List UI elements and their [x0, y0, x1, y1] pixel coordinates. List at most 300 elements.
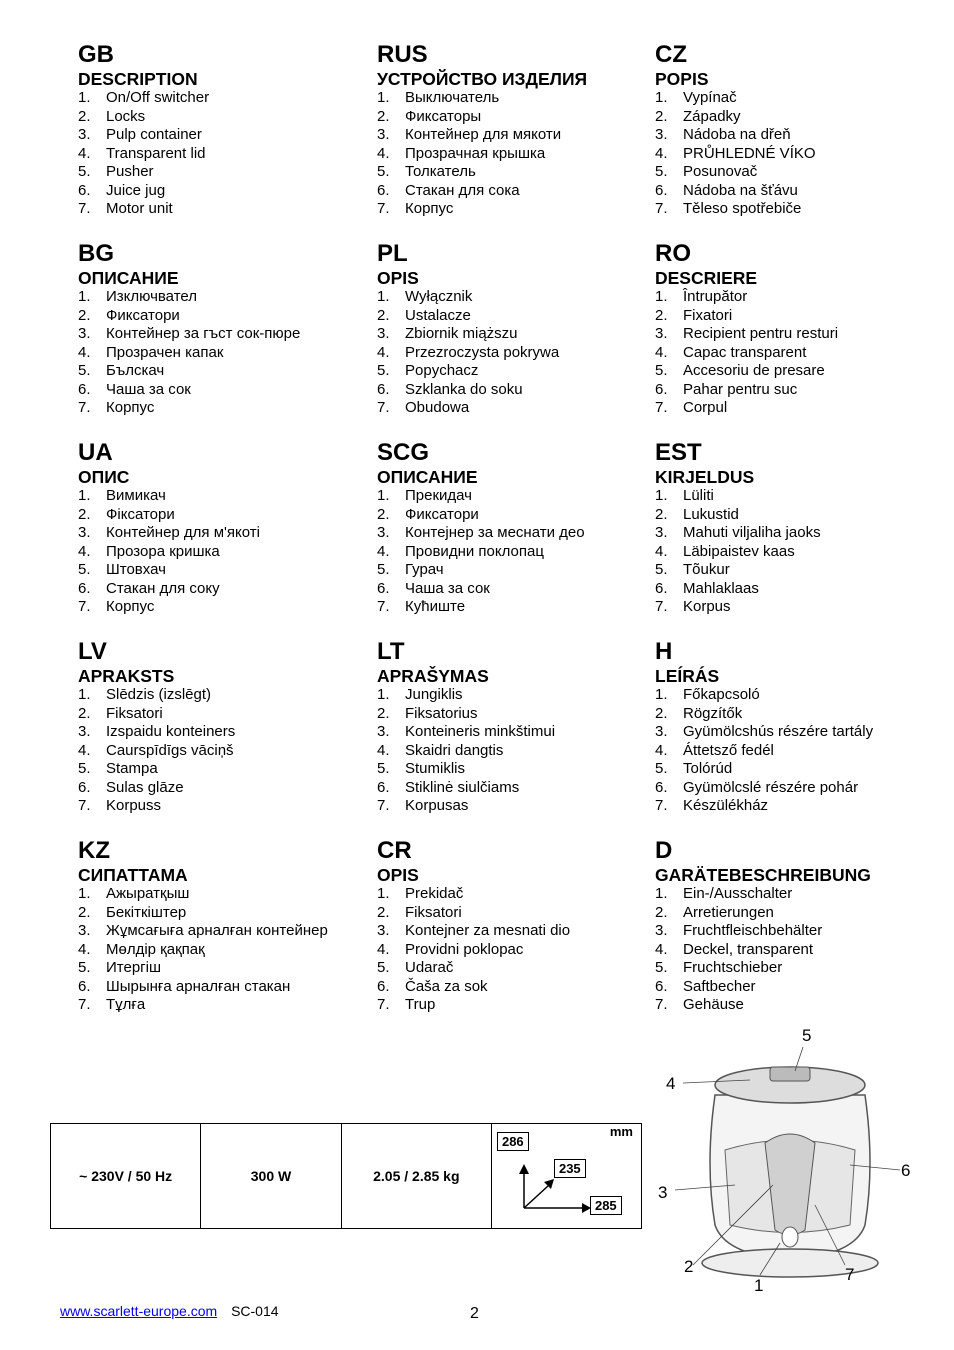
parts-list — [78, 686, 368, 816]
item-label: Recipient pentru resturi — [683, 325, 839, 342]
item-number: 7. — [655, 399, 668, 416]
list-item — [377, 561, 667, 580]
parts-list — [377, 686, 667, 816]
section-heading: GARÄTEBESCHREIBUNG — [655, 865, 871, 885]
section-heading: УСТРОЙСТВО ИЗДЕЛИЯ — [377, 69, 588, 89]
item-label: Фиксатори — [405, 505, 479, 523]
section-heading: ОПИС — [78, 467, 130, 487]
parts-list — [78, 288, 368, 418]
item-label: Nádoba na dřeň — [683, 126, 791, 143]
item-number: 7. — [377, 598, 390, 615]
parts-list — [377, 288, 667, 418]
list-item — [78, 686, 368, 705]
parts-list — [655, 288, 945, 418]
item-label: Stiklinė siulčiams — [405, 778, 520, 796]
item-number: 5. — [377, 561, 390, 578]
item-number: 7. — [78, 996, 91, 1013]
parts-list — [655, 885, 945, 1015]
item-label: Întrupător — [683, 288, 748, 305]
list-item — [78, 307, 368, 326]
item-label: On/Off switcher — [106, 89, 210, 106]
list-item — [78, 705, 368, 724]
section-heading: APRAŠYMAS — [377, 666, 489, 686]
list-item — [78, 108, 368, 127]
item-label: Бълскач — [106, 362, 165, 379]
item-number: 6. — [655, 579, 668, 597]
list-item — [655, 941, 945, 960]
item-number: 7. — [78, 399, 91, 416]
item-number: 4. — [377, 940, 390, 958]
item-label: Чаша за сок — [106, 380, 191, 398]
item-number: 6. — [377, 380, 390, 398]
item-number: 1. — [377, 487, 390, 504]
model-number: SC-014 — [231, 1303, 279, 1319]
item-label: Caurspīdīgs vāciņš — [106, 741, 234, 759]
item-number: 4. — [655, 144, 668, 162]
list-item — [377, 182, 667, 201]
list-item — [78, 163, 368, 182]
item-label: Konteineris minkštimui — [405, 723, 556, 740]
list-item — [78, 742, 368, 761]
item-number: 5. — [78, 561, 91, 578]
item-label: Стакан для соку — [106, 579, 220, 597]
item-number: 2. — [78, 505, 91, 523]
item-number: 2. — [655, 704, 668, 722]
item-label: Providni poklopac — [405, 940, 524, 958]
language-code: PL — [377, 240, 408, 267]
list-item — [78, 182, 368, 201]
item-label: Gehäuse — [683, 996, 744, 1013]
section-pl — [377, 241, 667, 418]
section-d — [655, 838, 945, 1015]
item-label: Főkapcsoló — [683, 686, 760, 703]
section-ua — [78, 440, 368, 617]
list-item — [78, 487, 368, 506]
list-item — [655, 307, 945, 326]
language-code: UA — [78, 439, 113, 466]
list-item — [655, 705, 945, 724]
item-label: Läbipaistev kaas — [683, 542, 795, 560]
item-label: Штовхач — [106, 561, 166, 578]
section-rus — [377, 42, 667, 219]
list-item — [78, 978, 368, 997]
item-label: Prekidač — [405, 885, 464, 902]
diagram-label-1: 1 — [754, 1276, 764, 1295]
item-number: 6. — [655, 181, 668, 199]
item-number: 1. — [78, 686, 91, 703]
list-item — [78, 996, 368, 1015]
item-label: Corpul — [683, 399, 728, 416]
item-number: 5. — [377, 362, 390, 379]
item-label: Izspaidu konteiners — [106, 723, 236, 740]
list-item — [377, 487, 667, 506]
item-label: Ustalacze — [405, 306, 471, 324]
item-label: Контејнер за меснати део — [405, 524, 585, 541]
list-item — [655, 288, 945, 307]
item-label: Корпус — [405, 200, 454, 217]
height-value: 286 — [497, 1132, 529, 1151]
item-label: Pulp container — [106, 126, 202, 143]
item-number: 3. — [655, 524, 668, 541]
item-label: Capac transparent — [683, 343, 807, 361]
item-label: Gyümölcshús részére tartály — [683, 723, 874, 740]
item-number: 1. — [655, 686, 668, 703]
item-number: 2. — [78, 903, 91, 921]
item-label: Těleso spotřebiče — [683, 200, 802, 217]
parts-list — [655, 487, 945, 617]
language-code: CZ — [655, 41, 687, 68]
language-code: RUS — [377, 41, 428, 68]
language-code: H — [655, 638, 673, 665]
list-item — [655, 89, 945, 108]
item-label: Nádoba na šťávu — [683, 181, 798, 199]
list-item — [377, 760, 667, 779]
list-item — [655, 399, 945, 418]
website-link[interactable]: www.scarlett-europe.com — [60, 1303, 218, 1319]
juicer-illustration-icon — [655, 1025, 925, 1305]
item-number: 3. — [78, 524, 91, 541]
item-label: Провидни поклопац — [405, 542, 544, 560]
list-item — [655, 959, 945, 978]
list-item — [655, 182, 945, 201]
item-number: 6. — [377, 778, 390, 796]
list-item — [78, 760, 368, 779]
list-item — [655, 885, 945, 904]
list-item — [78, 885, 368, 904]
item-label: Жұмсағыға арналған контейнер — [106, 922, 328, 939]
item-label: Saftbecher — [683, 977, 756, 995]
list-item — [377, 705, 667, 724]
item-number: 6. — [655, 778, 668, 796]
item-label: Изключвател — [106, 288, 197, 305]
item-label: Transparent lid — [106, 144, 206, 162]
language-code: KZ — [78, 837, 110, 864]
list-item — [377, 288, 667, 307]
item-label: Gyümölcslé részére pohár — [683, 778, 859, 796]
item-label: Čaša za sok — [405, 977, 488, 995]
section-heading: СИПАТТАМА — [78, 865, 188, 885]
section-heading: ОПИСАНИЕ — [78, 268, 179, 288]
item-label: Arretierungen — [683, 903, 774, 921]
list-item — [655, 543, 945, 562]
item-number: 7. — [78, 598, 91, 615]
item-label: Толкатель — [405, 163, 476, 180]
list-item — [78, 381, 368, 400]
item-number: 5. — [78, 163, 91, 180]
list-item — [377, 723, 667, 742]
item-number: 2. — [78, 107, 91, 125]
item-number: 6. — [78, 380, 91, 398]
item-number: 6. — [377, 579, 390, 597]
list-item — [78, 904, 368, 923]
item-number: 2. — [377, 505, 390, 523]
language-code: SCG — [377, 439, 430, 466]
item-label: Rögzítők — [683, 704, 743, 722]
item-label: Popychacz — [405, 362, 479, 379]
list-item — [78, 200, 368, 219]
list-item — [377, 89, 667, 108]
item-number: 1. — [377, 89, 390, 106]
item-label: Прозора кришка — [106, 542, 220, 560]
diagram-label-3: 3 — [658, 1183, 668, 1202]
item-number: 7. — [78, 200, 91, 217]
diagram-label-4: 4 — [666, 1074, 676, 1093]
item-number: 7. — [78, 797, 91, 814]
item-number: 1. — [78, 89, 91, 106]
list-item — [655, 325, 945, 344]
item-label: PRŮHLEDNÉ VÍKO — [683, 144, 816, 162]
item-number: 7. — [377, 797, 390, 814]
list-item — [78, 580, 368, 599]
section-heading: POPIS — [655, 69, 709, 89]
list-item — [377, 126, 667, 145]
list-item — [78, 797, 368, 816]
section-bg — [78, 241, 368, 418]
list-item — [655, 506, 945, 525]
language-code: D — [655, 837, 673, 864]
list-item — [655, 797, 945, 816]
list-item — [655, 580, 945, 599]
item-label: Контейнер для м'якоті — [106, 524, 260, 541]
item-number: 7. — [377, 399, 390, 416]
item-number: 5. — [655, 959, 668, 976]
list-item — [655, 723, 945, 742]
item-number: 3. — [655, 922, 668, 939]
item-label: Motor unit — [106, 200, 173, 217]
item-number: 4. — [655, 741, 668, 759]
section-heading: DESCRIPTION — [78, 69, 198, 89]
item-number: 1. — [78, 487, 91, 504]
item-label: Вимикач — [106, 487, 166, 504]
list-item — [377, 325, 667, 344]
item-number: 2. — [78, 306, 91, 324]
list-item — [377, 922, 667, 941]
item-number: 3. — [655, 325, 668, 342]
list-item — [377, 959, 667, 978]
item-label: Skaidri dangtis — [405, 741, 504, 759]
item-number: 2. — [377, 107, 390, 125]
item-label: Szklanka do soku — [405, 380, 523, 398]
item-number: 1. — [377, 288, 390, 305]
item-number: 3. — [78, 126, 91, 143]
item-number: 6. — [377, 977, 390, 995]
item-label: Мөлдір қақпақ — [106, 940, 205, 958]
item-label: Ein-/Ausschalter — [683, 885, 793, 902]
item-number: 3. — [78, 723, 91, 740]
item-label: Fiksatori — [405, 903, 462, 921]
item-number: 7. — [655, 797, 668, 814]
list-item — [655, 381, 945, 400]
item-label: Stumiklis — [405, 760, 466, 777]
list-item — [655, 200, 945, 219]
list-item — [78, 344, 368, 363]
item-label: Mahuti viljaliha jaoks — [683, 524, 821, 541]
language-code: GB — [78, 41, 114, 68]
list-item — [655, 760, 945, 779]
item-number: 5. — [78, 959, 91, 976]
list-item — [377, 686, 667, 705]
item-number: 4. — [377, 144, 390, 162]
list-item — [377, 108, 667, 127]
item-label: Juice jug — [106, 181, 166, 199]
juicer-diagram — [655, 1025, 925, 1305]
language-code: EST — [655, 439, 702, 466]
parts-list — [78, 487, 368, 617]
item-number: 5. — [78, 362, 91, 379]
item-label: Készülékház — [683, 797, 769, 814]
list-item — [377, 506, 667, 525]
item-number: 3. — [377, 922, 390, 939]
list-item — [377, 163, 667, 182]
list-item — [655, 742, 945, 761]
item-number: 1. — [78, 885, 91, 902]
item-number: 3. — [377, 325, 390, 342]
item-number: 2. — [377, 903, 390, 921]
item-label: Fixatori — [683, 306, 733, 324]
item-label: Итергіш — [106, 959, 162, 976]
item-number: 5. — [655, 362, 668, 379]
item-label: Vypínač — [683, 89, 737, 106]
parts-list — [655, 89, 945, 219]
list-item — [377, 200, 667, 219]
item-label: Фиксатори — [106, 306, 180, 324]
item-label: Бекіткіштер — [106, 903, 187, 921]
item-label: Západky — [683, 107, 741, 125]
item-label: Sulas glāze — [106, 778, 184, 796]
item-label: Locks — [106, 107, 146, 125]
item-number: 4. — [78, 741, 91, 759]
list-item — [78, 941, 368, 960]
section-ro — [655, 241, 945, 418]
item-number: 4. — [78, 144, 91, 162]
parts-list — [78, 885, 368, 1015]
section-heading: KIRJELDUS — [655, 467, 755, 487]
item-label: Контейнер за гъст сок-пюре — [106, 325, 301, 342]
item-number: 1. — [377, 686, 390, 703]
item-number: 4. — [78, 940, 91, 958]
width-value: 285 — [590, 1196, 622, 1215]
list-item — [78, 506, 368, 525]
list-item — [377, 742, 667, 761]
list-item — [655, 922, 945, 941]
list-item — [655, 779, 945, 798]
item-label: Fiksatorius — [405, 704, 478, 722]
list-item — [655, 996, 945, 1015]
list-item — [78, 561, 368, 580]
item-label: Fruchtschieber — [683, 959, 783, 976]
item-number: 6. — [655, 977, 668, 995]
item-number: 1. — [377, 885, 390, 902]
list-item — [377, 307, 667, 326]
item-label: Lukustid — [683, 505, 739, 523]
item-label: Jungiklis — [405, 686, 463, 703]
list-item — [78, 524, 368, 543]
item-number: 6. — [78, 977, 91, 995]
list-item — [78, 89, 368, 108]
list-item — [377, 904, 667, 923]
item-label: Tolórúd — [683, 760, 733, 777]
item-number: 4. — [655, 940, 668, 958]
item-label: Фиксаторы — [405, 107, 482, 125]
parts-list — [655, 686, 945, 816]
item-label: Гурач — [405, 561, 444, 578]
list-item — [655, 344, 945, 363]
list-item — [377, 996, 667, 1015]
language-code: LV — [78, 638, 107, 665]
item-label: Контейнер для мякоти — [405, 126, 562, 143]
item-label: Przezroczysta pokrywa — [405, 343, 560, 361]
item-number: 2. — [377, 704, 390, 722]
item-number: 4. — [78, 343, 91, 361]
list-item — [78, 543, 368, 562]
item-label: Прекидач — [405, 487, 472, 504]
item-number: 6. — [78, 181, 91, 199]
item-label: Pahar pentru suc — [683, 380, 798, 398]
list-item — [377, 362, 667, 381]
item-label: Pusher — [106, 163, 154, 180]
language-code: CR — [377, 837, 412, 864]
list-item — [377, 145, 667, 164]
list-item — [655, 978, 945, 997]
list-item — [377, 941, 667, 960]
list-item — [377, 598, 667, 617]
diagram-label-2: 2 — [684, 1257, 694, 1276]
item-number: 2. — [655, 107, 668, 125]
item-number: 6. — [78, 778, 91, 796]
item-number: 2. — [655, 505, 668, 523]
item-label: Obudowa — [405, 399, 470, 416]
item-label: Фіксатори — [106, 505, 175, 523]
parts-list — [377, 89, 667, 219]
list-item — [78, 325, 368, 344]
item-number: 3. — [377, 126, 390, 143]
item-label: Korpus — [683, 598, 731, 615]
list-item — [655, 561, 945, 580]
list-item — [655, 108, 945, 127]
section-heading: ОПИСАНИЕ — [377, 467, 478, 487]
item-number: 3. — [655, 126, 668, 143]
item-number: 2. — [655, 306, 668, 324]
list-item — [78, 959, 368, 978]
item-number: 2. — [78, 704, 91, 722]
section-est — [655, 440, 945, 617]
item-label: Fruchtfleischbehälter — [683, 922, 823, 939]
item-label: Trup — [405, 996, 436, 1013]
list-item — [78, 126, 368, 145]
item-number: 3. — [655, 723, 668, 740]
item-number: 5. — [655, 561, 668, 578]
parts-list — [78, 89, 368, 219]
item-label: Lüliti — [683, 487, 714, 504]
item-label: Прозрачен капак — [106, 343, 224, 361]
parts-list — [377, 885, 667, 1015]
section-h — [655, 639, 945, 816]
list-item — [377, 779, 667, 798]
item-number: 5. — [377, 163, 390, 180]
list-item — [377, 381, 667, 400]
item-label: Шырынға арналған стакан — [106, 977, 291, 995]
list-item — [655, 686, 945, 705]
item-label: Чаша за сок — [405, 579, 490, 597]
section-gb — [78, 42, 368, 219]
list-item — [78, 399, 368, 418]
item-number: 4. — [655, 542, 668, 560]
section-heading: DESCRIERE — [655, 268, 758, 288]
diagram-label-6: 6 — [901, 1161, 911, 1180]
list-item — [377, 797, 667, 816]
list-item — [78, 362, 368, 381]
item-label: Stampa — [106, 760, 158, 777]
